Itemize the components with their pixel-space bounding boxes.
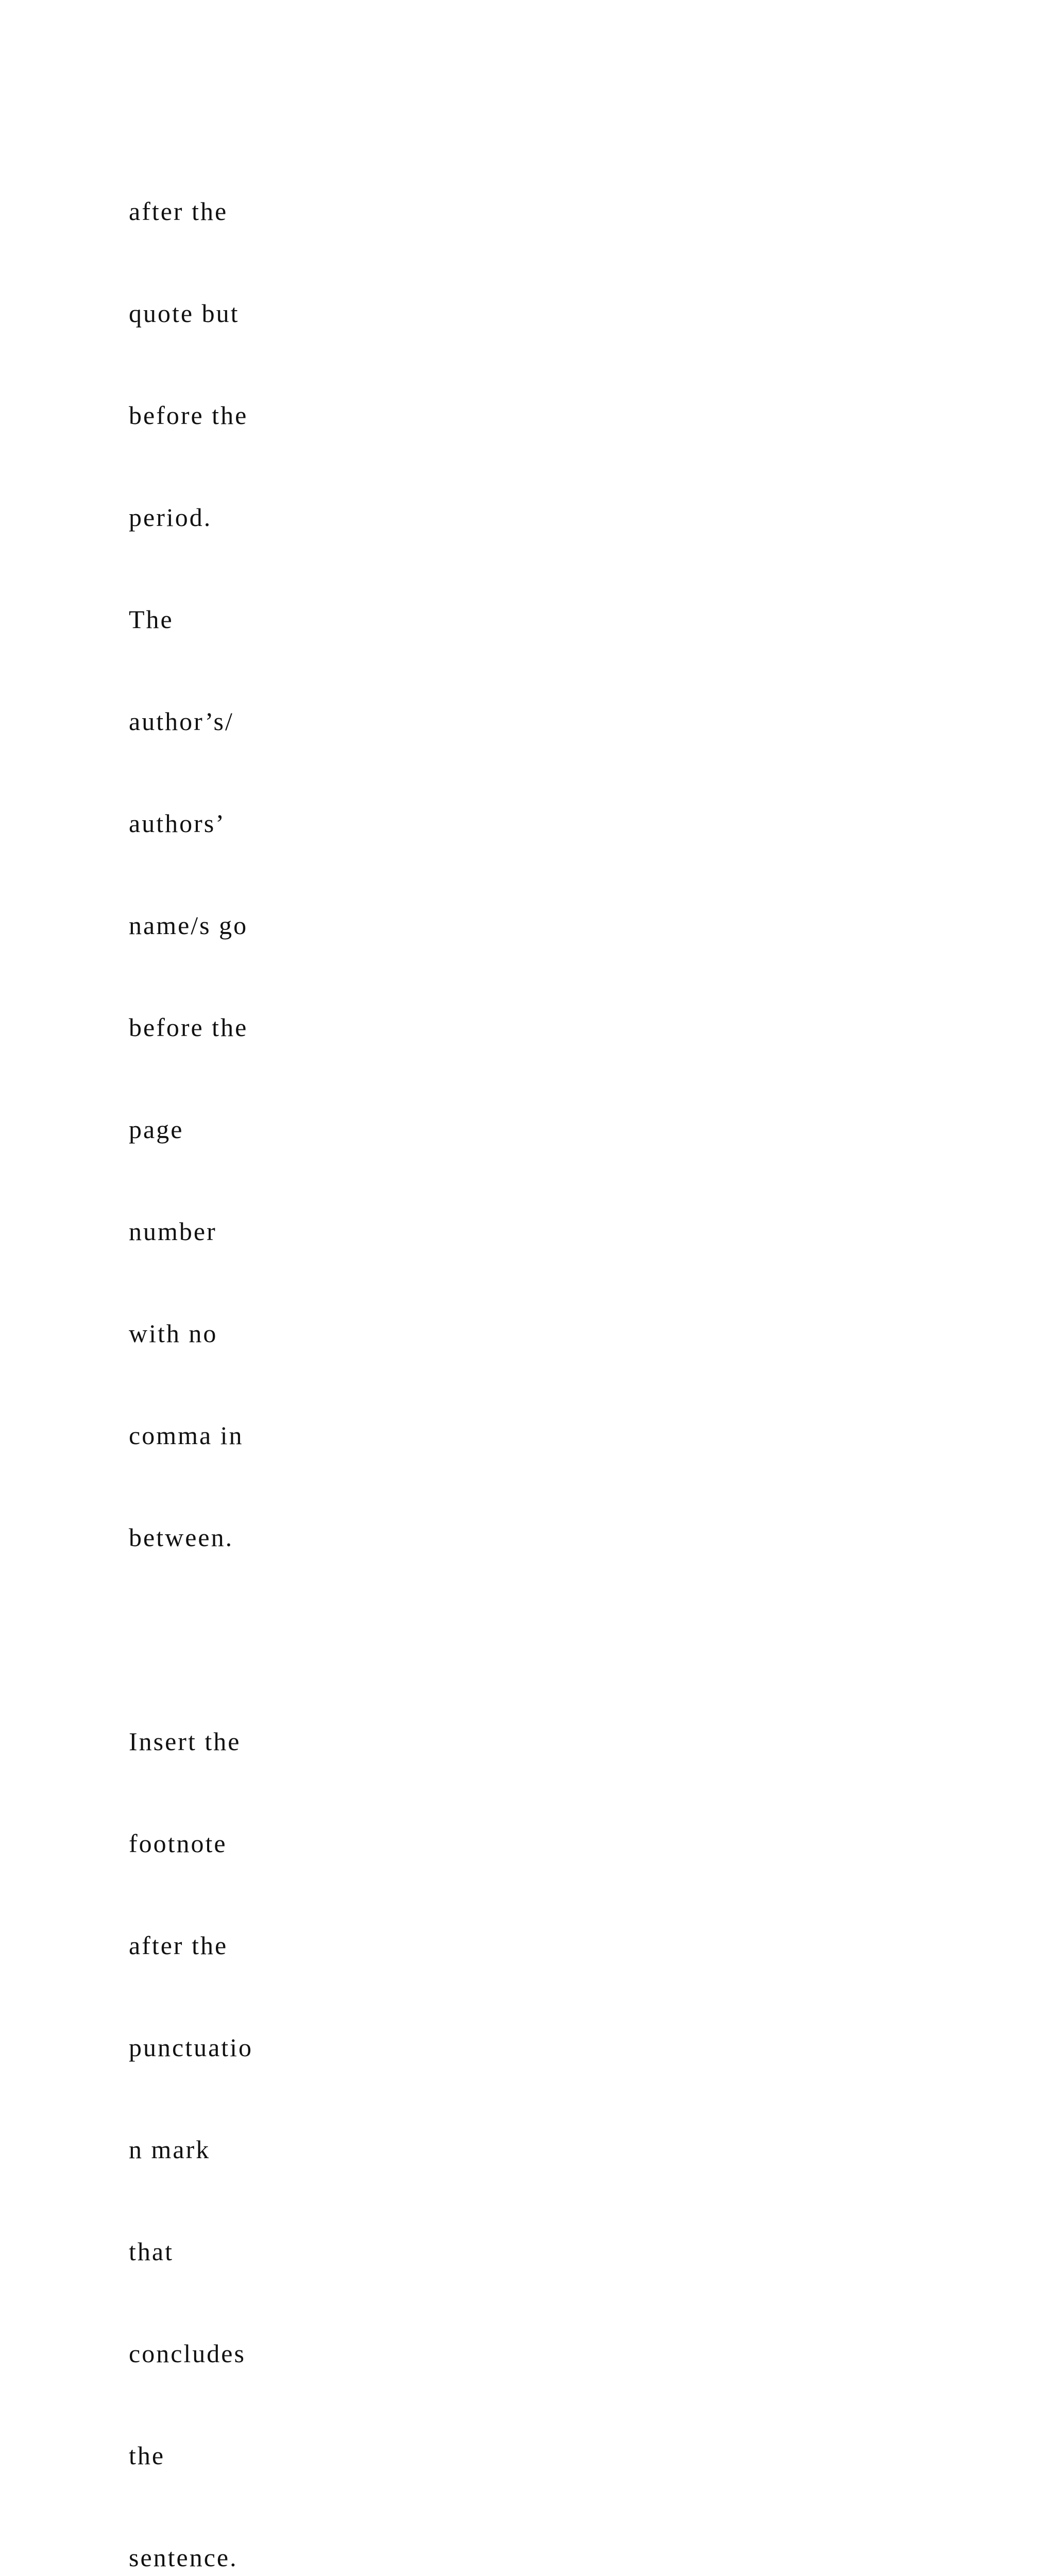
text-line: concludes xyxy=(129,2339,246,2368)
text-line: before the xyxy=(129,401,248,430)
text-line: comma in xyxy=(129,1421,244,1450)
text-line: author’s/ xyxy=(129,707,234,736)
paragraph-break xyxy=(129,1622,397,1656)
text-line: footnote xyxy=(129,1829,227,1858)
text-line: number xyxy=(129,1217,217,1246)
text-line: punctuatio xyxy=(129,2033,253,2062)
text-line: with no xyxy=(129,1319,218,1348)
body-text-column xyxy=(129,126,397,2576)
text-line: page xyxy=(129,1115,184,1144)
text-line: sentence. xyxy=(129,2543,238,2572)
text-line: after the xyxy=(129,197,228,226)
text-line: that xyxy=(129,2237,174,2266)
text-line: the xyxy=(129,2441,165,2470)
text-line: after the xyxy=(129,1931,228,1960)
text-line: before the xyxy=(129,1013,248,1042)
text-line: Insert the xyxy=(129,1727,241,1756)
text-line: between. xyxy=(129,1523,234,1552)
text-line: The xyxy=(129,605,174,634)
text-line: n mark xyxy=(129,2135,211,2164)
text-line: authors’ xyxy=(129,809,226,838)
text-line: name/s go xyxy=(129,911,248,940)
text-line: period. xyxy=(129,503,212,532)
text-line: quote but xyxy=(129,299,240,328)
